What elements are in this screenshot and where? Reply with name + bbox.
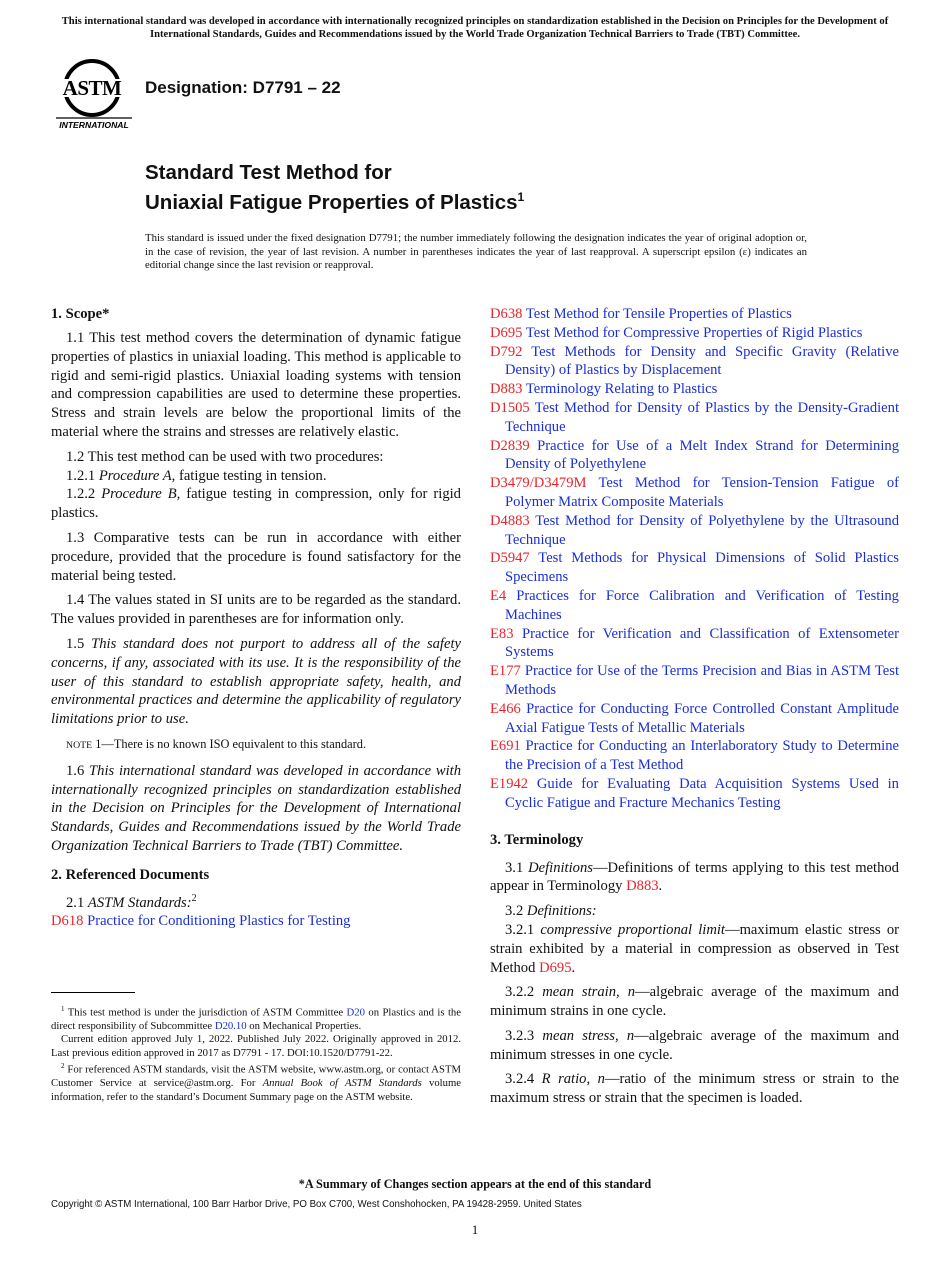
ref-item[interactable] [490,549,899,587]
title-footnote-mark: 1 [517,190,525,204]
ref-title[interactable]: Practice for Use of the Terms Precision and Bias in ASTM Test Methods [505,663,899,698]
ref-title[interactable]: Test Methods for Density and Specific Gravity (Relative Density) of Plastics by Displacement [505,343,900,379]
ref-title[interactable]: Practice for Conducting Force Controlled Constant Amplitude Axial Fatigue Tests of Metallic Materials [505,700,899,736]
designation: Designation: D7791 – 22 [145,78,341,97]
footnote-1: $^1$ This test method is under the jurisdiction of ASTM Committee D20 on Plastics and is the direct responsibility of Subcommittee D20.10 on Mechanical Properties. [51,1005,461,1032]
ref-code[interactable]: D3479/D3479M [490,475,587,492]
ref-code[interactable]: E1942 [490,775,529,792]
ref-code[interactable]: D883 [490,381,523,398]
para-3-2-3: 3.2.3 mean stress, n—algebraic average of the maximum and minimum stresses in one cycle. [490,1027,899,1063]
ref-title[interactable]: Practice for Conditioning Plastics for Testing [87,913,351,930]
summary-of-changes-note: *A Summary of Changes section appears at the end of this standard [298,1177,652,1191]
ref-code[interactable]: E466 [490,700,521,717]
footnote-link-d20[interactable]: D20 [346,1006,365,1019]
logo-letters: ASTM [62,76,122,100]
footnote-link-d20-10[interactable]: D20.10 [214,1019,247,1032]
ref-item[interactable] [490,343,899,381]
ref-title[interactable]: Test Methods for Physical Dimensions of Solid Plastics Specimens [505,550,899,586]
ref-item[interactable] [490,399,899,437]
footnote-1-edition: Current edition approved July 1, 2022. Published July 2022. Originally approved in 2012. Last previous edition approved in 2017 as D7791 - 17. DOI:10.1520/D7791-22. [51,1033,461,1059]
document-title [145,160,524,215]
left-column [51,305,461,931]
ref-item[interactable] [490,474,899,512]
ref-code[interactable]: D2839 [490,437,530,454]
para-1-2-1: 1.2.1 Procedure A, fatigue testing in tension. [66,467,327,484]
ref-code[interactable]: D695 [490,324,523,341]
ref-title[interactable]: Guide for Evaluating Data Acquisition Systems Used in Cyclic Fatigue and Fracture Mechanics Testing [505,775,899,811]
ref-code[interactable]: D618 [51,913,84,930]
ref-item[interactable] [490,700,899,738]
ref-code[interactable]: D4883 [490,512,530,529]
ref-code[interactable]: E691 [490,738,521,755]
right-column [490,305,899,1108]
ref-title[interactable]: Test Method for Tension-Tension Fatigue of Polymer Matrix Composite Materials [505,475,899,510]
header-notice: This international standard was developed in accordance with internationally recognized principles on standardization established in the Decision on Principles for the Development of International Standards, Guides and Recommendations issued by the World Trade Organization Technical Barriers to Trade (TBT) Committee. [61,16,889,40]
para-3-2-1: 3.2.1 compressive proportional limit—maximum elastic stress or strain exhibited by a material in compression as observed in Test Method D695. [490,921,899,976]
copyright: Copyright © ASTM International, 100 Barr Harbor Drive, PO Box C700, West Conshohocken, PA 19428-2959. United States [51,1199,582,1210]
ref-title[interactable]: Terminology Relating to Plastics [525,381,718,398]
para-3-1: 3.1 Definitions—Definitions of terms applying to this test method appear in Terminology D883. [490,859,899,895]
ref-code[interactable]: D5947 [490,550,530,567]
ref-item[interactable] [490,437,899,475]
ref-code[interactable]: D638 [490,306,523,322]
para-1-3: 1.3 Comparative tests can be run in accordance with either procedure, provided that the procedure is found satisfactory for the material being tested. [51,529,461,584]
ref-code[interactable]: E177 [490,663,521,680]
ref-item[interactable] [490,662,899,700]
para-3-2-2: 3.2.2 mean strain, n—algebraic average of the maximum and minimum strains in one cycle. [490,984,899,1020]
ref-title[interactable]: Test Method for Tensile Properties of Plastics [525,306,792,322]
issued-note: This standard is issued under the fixed designation D7791; the number immediately following the designation indicates the year of original adoption or, in the case of revision, the year of last revision. A number in parentheses indicates the year of last reapproval. A superscript epsilon (ε) indicates an editorial change since the last revision or reapproval. [145,232,807,272]
title-line-1: Standard Test Method for [145,161,392,184]
logo-caption: INTERNATIONAL [59,120,129,130]
footnote-2: $^2$ For referenced ASTM standards, visit the ASTM website, www.astm.org, or contact ASTM Customer Service at service@astm.org. For Annual Book of ASTM Standards volume information, refer to the standard’s Document Summary page on the ASTM website. [51,1062,462,1103]
term-ref-d695[interactable]: D695 [539,959,572,976]
title-line-2: Uniaxial Fatigue Properties of Plastics [145,191,518,214]
note-label: NOTE [66,739,93,751]
para-1-2-2: 1.2.2 Procedure B, fatigue testing in compression, only for rigid plastics. [51,486,461,522]
section-scope-heading: 1. Scope* [51,306,110,322]
para-1-2: 1.2 This test method can be used with two procedures: [66,448,384,465]
term-ref-d883[interactable]: D883 [626,878,659,895]
ref-title[interactable]: Test Method for Density of Plastics by the Density-Gradient Technique [505,399,899,435]
footnote-divider [51,992,135,993]
ref-code[interactable]: D1505 [490,399,530,416]
para-1-1: 1.1 This test method covers the determination of dynamic fatigue properties of plastics in uniaxial loading. This method is applicable to rigid and semi-rigid plastics. Uniaxial loading systems with tension and compression capabilities are used to determine these properties. Stress and strain levels are below the proportional limits of the material where the strains and stresses are relatively elastic. [51,330,461,440]
para-2-1: 2.1 ASTM Standards:$^2$ [66,892,197,911]
ref-item[interactable] [490,380,899,399]
para-3-2-4: 3.2.4 R ratio, n—ratio of the minimum stress or strain to the maximum stress or strain that the specimen is loaded. [490,1071,899,1107]
ref-item[interactable] [490,324,899,343]
ref-code[interactable]: E4 [490,587,507,604]
ref-title[interactable]: Test Method for Density of Polyethylene by the Ultrasound Technique [505,512,899,548]
astm-logo [52,57,136,133]
ref-item[interactable] [490,305,899,324]
footnotes [51,1003,461,1104]
page-number: 1 [471,1222,479,1237]
ref-item[interactable] [51,912,461,931]
note-1: NOTE 1—There is no known ISO equivalent to this standard. [66,736,367,751]
para-1-5: 1.5 This standard does not purport to address all of the safety concerns, if any, associated with its use. It is the responsibility of the user of this standard to establish appropriate safety, health, and environmental practices and determine the applicability of regulatory limitations prior to use. [51,635,461,728]
section-referenced-heading: 2. Referenced Documents [51,866,210,883]
ref-title[interactable]: Practice for Use of a Melt Index Strand for Determining Density of Polyethylene [505,437,899,473]
ref-code[interactable]: D792 [490,343,523,360]
ref-title[interactable]: Practice for Conducting an Interlaboratory Study to Determine the Precision of a Test Method [505,738,900,774]
ref-title[interactable]: Test Method for Compressive Properties of Rigid Plastics [525,324,863,341]
section-terminology-heading: 3. Terminology [490,831,584,848]
ref-item[interactable] [490,625,899,663]
ref-item[interactable] [490,587,899,625]
ref-item[interactable] [490,775,899,813]
ref-item[interactable] [490,737,899,775]
ref-title[interactable]: Practices for Force Calibration and Verification of Testing Machines [505,587,899,623]
para-3-2: 3.2 Definitions: [505,903,597,920]
para-1-4: 1.4 The values stated in SI units are to be regarded as the standard. The values provided in parentheses are for information only. [51,592,461,628]
para-1-6: 1.6 This international standard was developed in accordance with internationally recognized principles on standardization established in the Decision on Principles for the Development of International Standards, Guides and Recommendations issued by the World Trade Organization Technical Barriers to Trade (TBT) Committee. [51,762,462,854]
ref-title[interactable]: Practice for Verification and Classification of Extensometer Systems [505,625,899,661]
ref-code[interactable]: E83 [490,625,514,642]
ref-item[interactable] [490,512,899,550]
